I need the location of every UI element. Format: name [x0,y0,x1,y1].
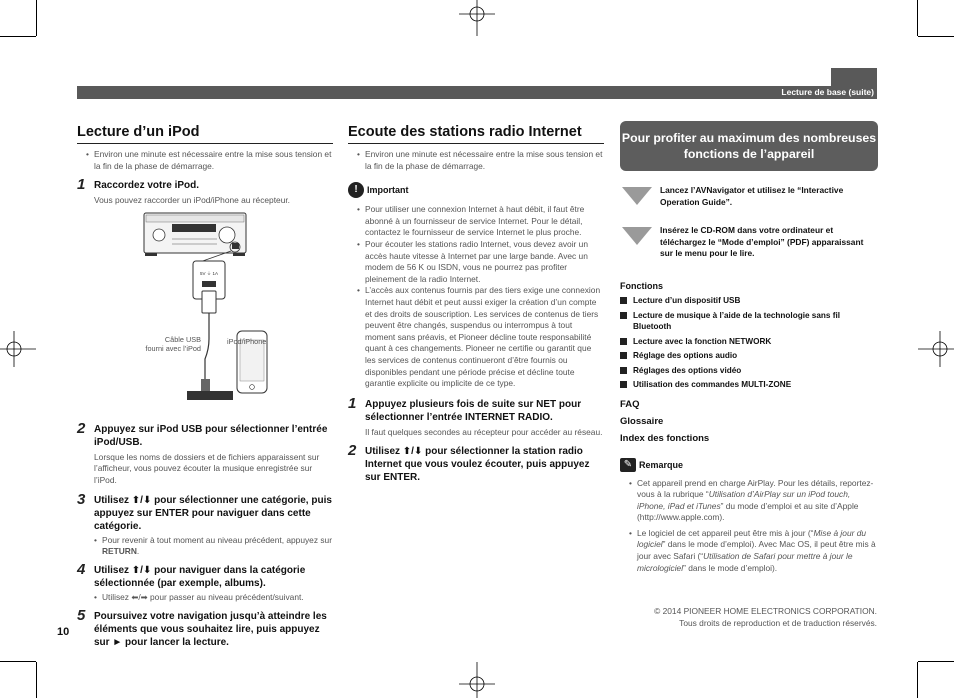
step-number: 2 [348,442,357,460]
ipod-step-5 [77,606,333,649]
radio-section [348,124,604,484]
crop-mark [36,662,37,698]
promo-box: Pour profiter au maximum des nombreuses fonctions de l’appareil [620,121,878,171]
arrow-row-2 [620,225,878,265]
radio-title: Ecoute des stations radio Internet [348,124,604,144]
ipod-title: Lecture d’un iPod [77,124,333,144]
ipod-step-2 [77,419,333,487]
remark-item: • Cet appareil prend en charge AirPlay. Pour les détails, reportez-vous à la rubrique “Utilisation d’AirPlay sur un iPod touch, iPhone, iPad et iTunes” du mode d’emploi et au site d’Apple (http://www.apple.com). [620,478,878,524]
registration-mark [0,331,36,367]
step-title: Raccordez votre iPod. [94,180,200,192]
fonctions-list [620,295,878,391]
receiver-diagram [77,211,333,421]
remark-bullets [620,478,878,575]
step-number: 5 [77,606,86,624]
bullet-item: • Environ une minute est nécessaire entre la mise sous tension et la fin de la phase de démarrage. [348,149,604,172]
header-bar [77,86,877,99]
sidebar [620,121,878,574]
step-number: 1 [77,176,86,194]
step-title: Appuyez sur iPod USB pour sélectionner l’entrée iPod/USB. [94,423,328,448]
radio-step-2 [348,442,604,484]
device-label: iPod/iPhone [227,336,267,346]
crop-mark [36,0,37,36]
ipod-bullets [77,149,333,172]
arrow-row-1 [620,185,878,225]
page-number: 10 [57,626,70,638]
ipod-step-4 [77,560,333,603]
remark-item: • Le logiciel de cet appareil peut être mis à jour (“Mise à jour du logiciel” dans le mode d’emploi). Avec Mac OS, il peut être mis à jour avec Safari (“Utilisation de Safari pour mettre à jour le micrologiciel” dans le mode d’emploi). [620,528,878,574]
crop-mark [917,0,918,36]
ipod-section [77,124,333,649]
step-number: 2 [77,419,86,437]
fonction-item[interactable]: Lecture avec la fonction NETWORK [620,336,878,348]
important-icon: ! [348,182,364,198]
step-sub-bullets [94,592,333,603]
step-title: Appuyez plusieurs fois de suite sur NET pour sélectionner l’entrée INTERNET RADIO. [365,398,582,423]
glossaire-link[interactable]: Glossaire [620,415,664,427]
fonctions-title: Fonctions [620,281,663,291]
copyright-line-2: Tous droits de reproduction et de traduction réservés. [679,618,877,628]
radio-bullets [348,149,604,172]
triangle-arrow-icon [622,227,652,245]
remark-label: Remarque [639,459,684,470]
crop-mark [918,36,954,37]
section-label: Lecture de base (suite) [781,87,874,97]
fonction-item[interactable]: Utilisation des commandes MULTI-ZONE [620,379,878,391]
copyright-line-1: © 2014 PIONEER HOME ELECTRONICS CORPORATION. [654,606,877,616]
fonction-item[interactable]: Réglages des options vidéo [620,365,878,377]
registration-mark [459,0,495,36]
step-number: 3 [77,490,86,508]
remark-header [620,458,878,472]
faq-link[interactable]: FAQ [620,398,640,410]
bullet-item: • Environ une minute est nécessaire entre la mise sous tension et la fin de la phase de démarrage. [77,149,333,172]
crop-mark [917,662,918,698]
arrow-text: Lancez l’AVNavigator et utilisez le “Interactive Operation Guide”. [660,185,844,207]
step-title: Utilisez ⬆/⬇ pour sélectionner la station radio Internet que vous voulez écouter, puis appuyez sur ENTER. [365,446,590,484]
fonction-item[interactable]: Lecture de musique à l’aide de la technologie sans fil Bluetooth [620,310,878,333]
radio-step-1 [348,394,604,439]
ipod-connection-figure [77,211,333,421]
cable-label-line1: Câble USB [164,334,201,344]
step-sub-bullets [94,535,333,557]
cable-label [129,335,201,353]
crop-mark [918,661,954,662]
step-desc: Vous pouvez raccorder un iPod/iPhone au récepteur. [94,195,291,206]
step-title: Utilisez ⬆/⬇ pour sélectionner une catégorie, puis appuyez sur ENTER pour naviguer dans cette catégorie. [94,494,332,532]
arrow-text: Insérez le CD-ROM dans votre ordinateur et téléchargez le “Mode d’emploi” (PDF) apparaissant sur le menu pour le lire. [660,225,864,258]
sub-bullet: • Utilisez ⬅/➡ pour passer au niveau précédent/suivant. [94,592,333,603]
port-label: 5V ⏚ 1A [199,270,219,276]
crop-mark [0,36,36,37]
index-link[interactable]: Index des fonctions [620,432,710,444]
registration-mark [918,331,954,367]
bullet-item: • Pour utiliser une connexion Internet à haut débit, il faut être abonné à un fournisseur de service Internet. Pour le détail, contactez le fournisseur de service Internet le plus proche. [348,204,604,239]
header-tab [831,68,877,86]
registration-mark [459,662,495,698]
bullet-item: • Pour écouter les stations radio Internet, vous devez avoir un accès haute vitesse à Internet par une large bande. Avec un modem de 56 K ou ISDN, vous ne pourrez pas profiter pleinement de la radio Internet. [348,239,604,285]
crop-mark [0,661,36,662]
step-number: 4 [77,560,86,578]
fonction-item[interactable]: Lecture d’un dispositif USB [620,295,878,307]
return-key: RETURN [102,545,137,556]
step-number: 1 [348,394,357,412]
important-bullets [348,204,604,390]
step-desc: Lorsque les noms de dossiers et de fichiers apparaissent sur l’afficheur, vous pouvez écouter la musique enregistrée sur l’iPod. [94,451,320,485]
important-label: Important [367,185,409,196]
ipod-step-3 [77,490,333,557]
important-header [348,182,604,198]
triangle-arrow-icon [622,187,652,205]
copyright [654,605,877,629]
step-desc: Il faut quelques secondes au récepteur pour accéder au réseau. [365,426,603,437]
sub-bullet: • Pour revenir à tout moment au niveau précédent, appuyez sur RETURN. [94,535,333,557]
fonction-item[interactable]: Réglage des options audio [620,350,878,362]
ipod-step-1 [77,176,333,207]
bullet-item: • L’accès aux contenus fournis par des tiers exige une connexion Internet haut débit et peut aussi exiger la création d’un compte et des droits de souscription. Les services de contenus de tiers peuvent être changés, suspendus ou interrompus à tout moment sans préavis, et Pioneer décline toute responsabilité quant à ces changements. Pioneer ne certifie ou garantit que les services de contenus continueront d’être fournis ou disponibles pendant une période précise et décline toute garantie explicite ou implicite de ce type. [348,285,604,389]
cable-label-line2: fourni avec l’iPod [145,343,201,353]
step-title: Poursuivez votre navigation jusqu’à atteindre les éléments que vous souhaitez lire, puis appuyez sur ► pour lancer la lecture. [94,610,327,648]
step-title: Utilisez ⬆/⬇ pour naviguer dans la catégorie sélectionnée (par exemple, albums). [94,564,306,589]
pencil-icon: ✎ [620,458,636,472]
